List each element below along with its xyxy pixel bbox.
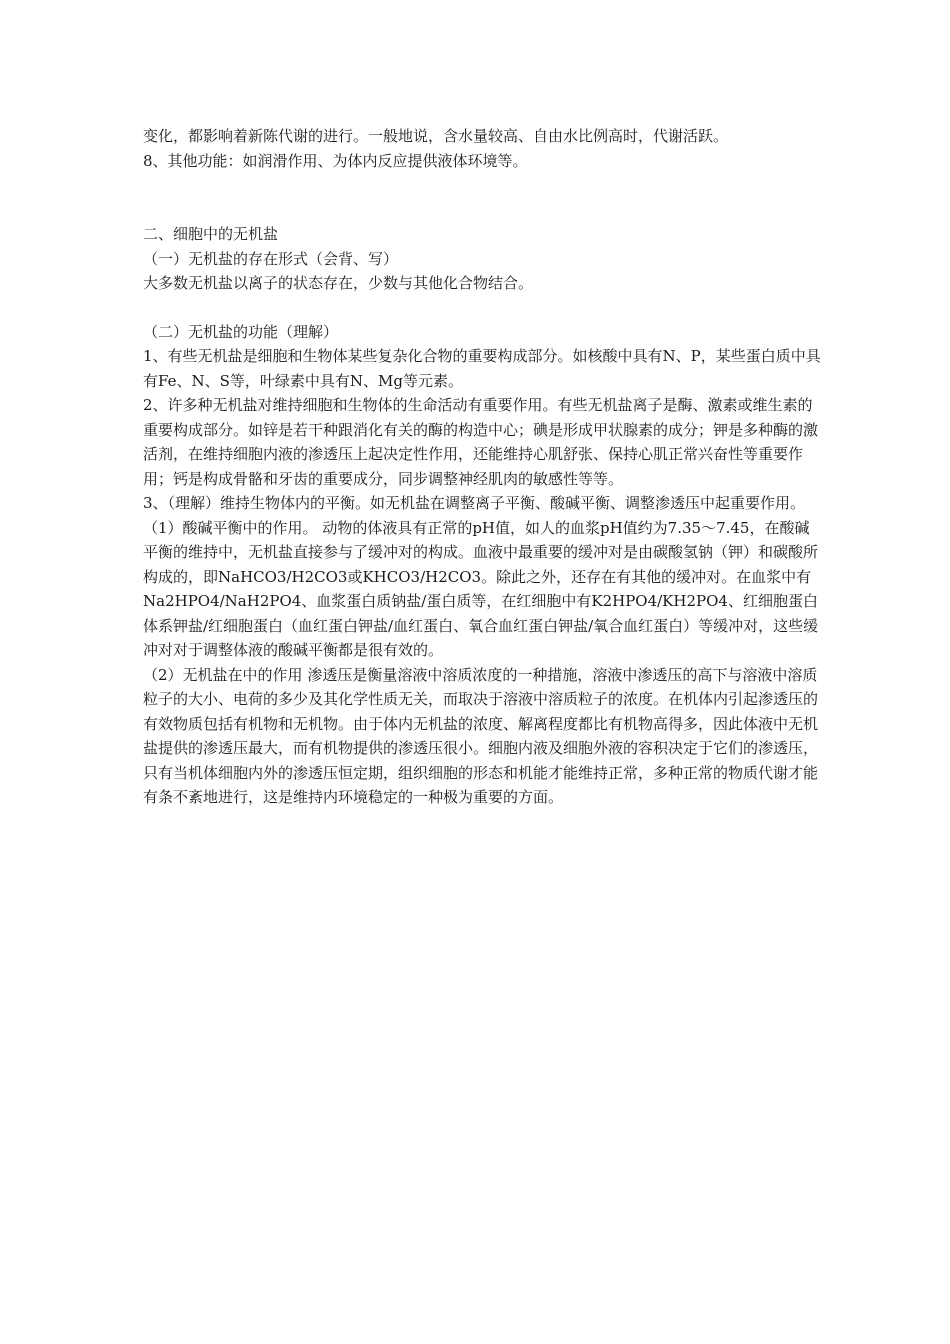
spacer [143, 173, 823, 222]
subsection-title-forms: （一）无机盐的存在形式（会背、写） [143, 249, 399, 268]
spacer [143, 296, 823, 320]
paragraph-other-functions: 8、其他功能：如润滑作用、为体内反应提供液体环境等。 [143, 151, 528, 170]
subsection-title-functions: （二）无机盐的功能（理解） [143, 322, 339, 341]
paragraph-item-1: 1、有些无机盐是细胞和生物体某些复杂化合物的重要构成部分。如核酸中具有N、P，某些蛋白质中具有Fe、N、S等，叶绿素中具有N、Mg等元素。 [143, 347, 821, 390]
document-body [143, 124, 823, 810]
paragraph-item-3: 3、（理解）维持生物体内的平衡。如无机盐在调整离子平衡、酸碱平衡、调整渗透压中起重要作用。 [143, 494, 806, 512]
section-title: 二、细胞中的无机盐 [143, 225, 279, 243]
paragraph-item-2: 2、许多种无机盐对维持细胞和生物体的生命活动有重要作用。有些无机盐离子是酶、激素或维生素的重要构成部分。如锌是若干种跟消化有关的酶的构造中心；碘是形成甲状腺素的成分；钾是多种酶的激活剂，在维持细胞内液的渗透压上起决定性作用，还能维持心肌舒张、保持心肌正常兴奋性等重要作用；钙是构成骨骼和牙齿的重要成分，同步调整神经肌肉的敏感性等等。 [143, 396, 819, 488]
paragraph-continuation: 变化，都影响着新陈代谢的进行。一般地说，含水量较高、自由水比例高时，代谢活跃。 [143, 127, 729, 145]
paragraph-item-3-2: （2）无机盐在中的作用 渗透压是衡量溶液中溶质浓度的一种措施，溶液中渗透压的高下与溶液中溶质粒子的大小、电荷的多少及其化学性质无关，而取决于溶液中溶质粒子的浓度。在机体内引起渗透压的有效物质包括有机物和无机物。由于体内无机盐的浓度、解离程度都比有机物高得多，因此体液中无机盐提供的渗透压最大，而有机物提供的渗透压很小。细胞内液及细胞外液的容积决定于它们的渗透压，只有当机体细胞内外的渗透压恒定期，组织细胞的形态和机能才能维持正常，多种正常的物质代谢才能有条不紊地进行，这是维持内环境稳定的一种极为重要的方面。 [143, 665, 819, 806]
paragraph-item-3-1: （1）酸碱平衡中的作用。 动物的体液具有正常的pH值，如人的血浆pH值约为7.35～7.45，在酸碱平衡的维持中，无机盐直接参与了缓冲对的构成。血液中最重要的缓冲对是由碳酸氢钠（钾）和碳酸所构成的，即NaHCO3/H2CO3或KHCO3/H2CO3。除此之外，还存在有其他的缓冲对。在血浆中有Na2HPO4/NaH2PO4、血浆蛋白质钠盐/蛋白质等，在红细胞中有K2HPO4/KH2PO4、红细胞蛋白体系钾盐/红细胞蛋白（血红蛋白钾盐/血红蛋白、氧合血红蛋白钾盐/氧合血红蛋白）等缓冲对，这些缓冲对对于调整体液的酸碱平衡都是很有效的。 [143, 518, 819, 659]
paragraph-forms: 大多数无机盐以离子的状态存在，少数与其他化合物结合。 [143, 274, 534, 292]
